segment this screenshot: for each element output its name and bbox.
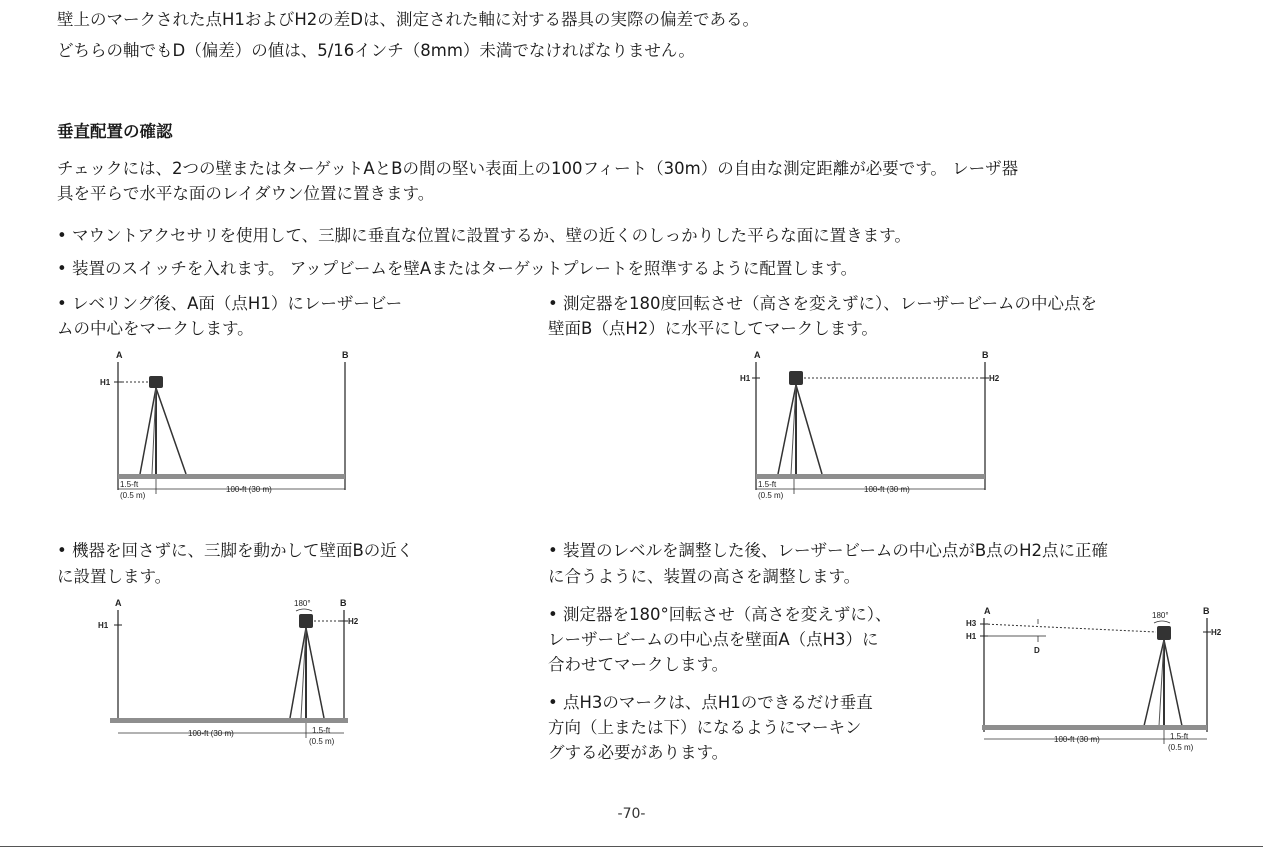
floor <box>756 474 985 479</box>
short-distance-label: 1.5-ft <box>120 480 139 489</box>
floor <box>118 474 345 479</box>
wall-b-label: B <box>982 350 989 360</box>
step-3-line-2: に設置します。 <box>57 567 172 586</box>
floor <box>110 718 348 723</box>
wall-b-label: B <box>1203 606 1210 616</box>
deviation-d-label: D <box>1034 646 1040 655</box>
step-4-line-2: に合うように、装置の高さを調整します。 <box>548 567 861 586</box>
h1-label: H1 <box>966 632 977 641</box>
step-4-line-1: • 装置のレベルを調整した後、レーザービームの中心点がB点のH2点に正確 <box>548 541 1109 560</box>
short-distance-metric-label: (0.5 m) <box>120 491 146 500</box>
step-2-line-1: • 測定器を180度回転させ（高さを変えずに）、レーザービームの中心点を <box>548 294 1098 313</box>
figure-rotated-beam-to-wall-b <box>734 348 1004 508</box>
intro-line-2: どちらの軸でもD（偏差）の値は、5/16インチ（8mm）未満でなければなりません。 <box>57 41 695 60</box>
short-distance-label: 1.5-ft <box>758 480 777 489</box>
step-2-line-2: 壁面B（点H2）に水平にしてマークします。 <box>548 319 878 338</box>
wall-b-label: B <box>340 598 347 608</box>
short-distance-metric-label: (0.5 m) <box>1168 743 1194 752</box>
step-1-line-1: • レベリング後、A面（点H1）にレーザービー <box>57 294 403 313</box>
h3-label: H3 <box>966 619 977 628</box>
figure-tripod-near-wall-a <box>96 348 366 508</box>
wall-a-label: A <box>754 350 761 360</box>
step-5-line-1: • 測定器を180°回転させ（高さを変えずに）、 <box>548 605 892 624</box>
rotation-angle-label: 180° <box>294 599 311 608</box>
section-paragraph-line-1: チェックには、2つの壁またはターゲットAとBの間の堅い表面上の100フィート（30m）の自由な測定距離が必要です。 レーザ器 <box>57 159 1019 178</box>
short-distance-label: 1.5-ft <box>312 726 331 735</box>
long-distance-label: 100-ft (30 m) <box>188 729 234 738</box>
wall-b-label: B <box>342 350 349 360</box>
step-5-line-2: レーザービームの中心点を壁面A（点H3）に <box>548 630 879 649</box>
step-6-line-2: 方向（上または下）になるようにマーキン <box>548 718 862 737</box>
intro-line-1: 壁上のマークされた点H1およびH2の差Dは、測定された軸に対する器具の実際の偏差である。 <box>57 10 760 29</box>
bullet-switch-on: • 装置のスイッチを入れます。 アップビームを壁Aまたはターゲットプレートを照準するように配置します。 <box>57 259 858 278</box>
short-distance-label: 1.5-ft <box>1170 732 1189 741</box>
h2-label: H2 <box>348 617 359 626</box>
wall-a-label: A <box>984 606 991 616</box>
long-distance-label: 100-ft (30 m) <box>864 485 910 494</box>
rotation-arrow-icon <box>296 609 312 611</box>
short-distance-metric-label: (0.5 m) <box>758 491 784 500</box>
bullet-mount: • マウントアクセサリを使用して、三脚に垂直な位置に設置するか、壁の近くのしっかりした平らな面に置きます。 <box>57 226 911 245</box>
h1-label: H1 <box>740 374 751 383</box>
tripod-icon <box>290 614 324 718</box>
step-3-line-1: • 機器を回さずに、三脚を動かして壁面Bの近く <box>57 541 414 560</box>
step-6-line-3: グする必要があります。 <box>548 743 729 762</box>
step-6-line-1: • 点H3のマークは、点H1のできるだけ垂直 <box>548 693 873 712</box>
wall-a-label: A <box>115 598 122 608</box>
section-heading: 垂直配置の確認 <box>57 122 173 141</box>
short-distance-metric-label: (0.5 m) <box>309 737 335 746</box>
page-number: -70- <box>617 806 646 822</box>
step-1-line-2: ムの中心をマークします。 <box>57 319 254 338</box>
h1-label: H1 <box>100 378 111 387</box>
section-paragraph-line-2: 具を平らで水平な面のレイダウン位置に置きます。 <box>57 184 435 203</box>
h2-label: H2 <box>1211 628 1222 637</box>
tripod-icon <box>140 376 186 474</box>
h2-label: H2 <box>989 374 1000 383</box>
long-distance-label: 100-ft (30 m) <box>1054 735 1100 744</box>
rotation-arrow-icon <box>1154 621 1170 623</box>
wall-a-label: A <box>116 350 123 360</box>
figure-deviation-d <box>962 602 1232 772</box>
bottom-divider <box>0 846 1263 847</box>
floor <box>982 725 1207 730</box>
rotation-angle-label: 180° <box>1152 611 1169 620</box>
long-distance-label: 100-ft (30 m) <box>226 485 272 494</box>
step-5-line-3: 合わせてマークします。 <box>548 655 729 674</box>
h1-label: H1 <box>98 621 109 630</box>
figure-tripod-near-wall-b <box>96 594 366 754</box>
tripod-icon <box>778 371 822 474</box>
tripod-icon <box>1144 626 1182 726</box>
